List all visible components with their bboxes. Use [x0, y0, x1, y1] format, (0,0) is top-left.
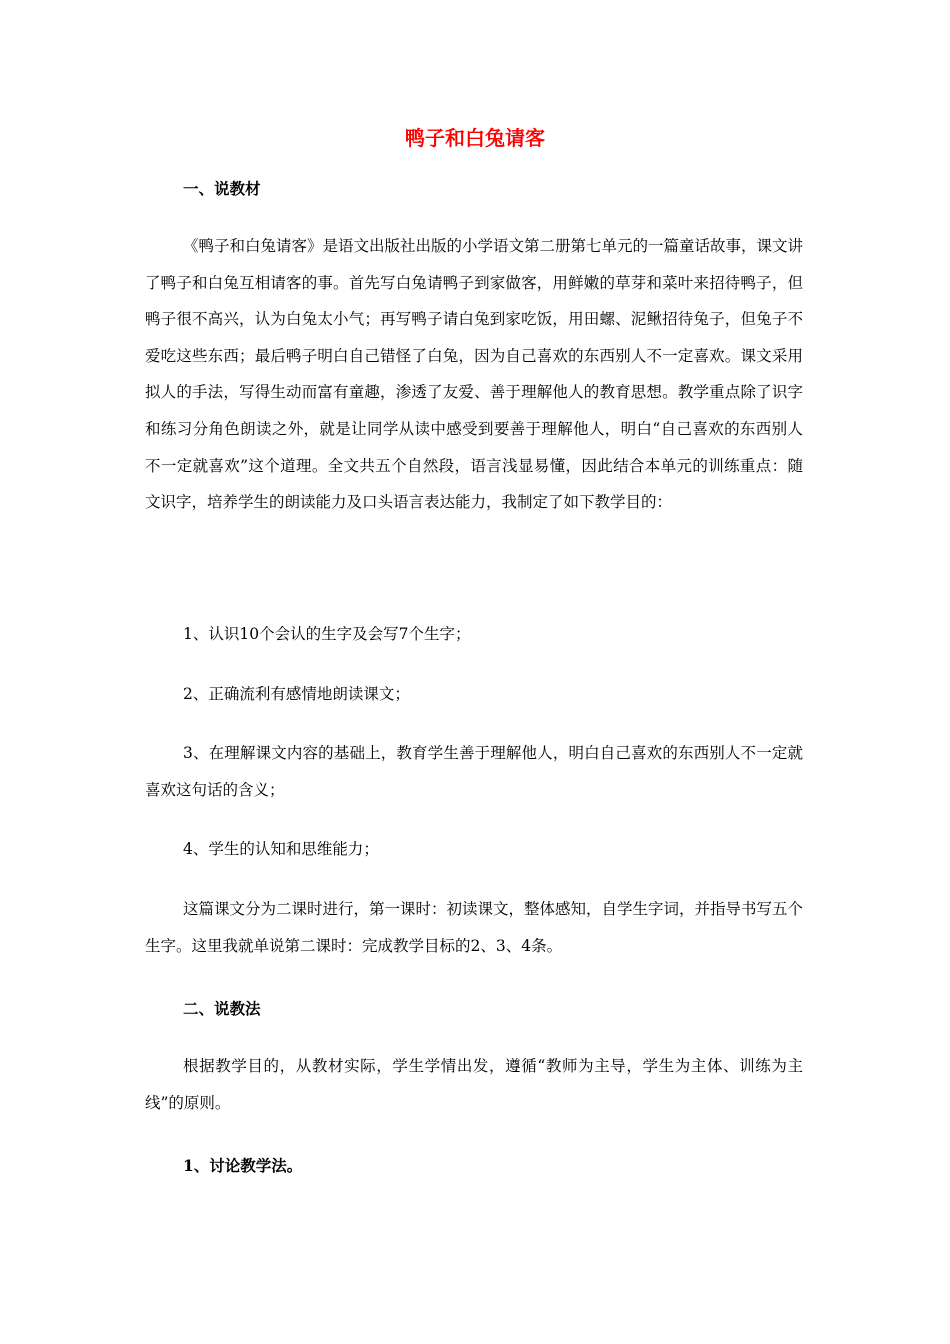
paragraph-teaching-material: 《鸭子和白兔请客》是语文出版社出版的小学语文第二册第七单元的一篇童话故事，课文讲了鸭子和白兔互相请客的事。首先写白兔请鸭子到家做客，用鲜嫩的草芽和菜叶来招待鸭子，但鸭子很不高兴，认为白兔太小气；再写鸭子请白兔到家吃饭，用田螺、泥鳅招待兔子，但兔子不爱吃这些东西；最后鸭子明白自己错怪了白兔，因为自己喜欢的东西别人不一定喜欢。课文采用拟人的手法，写得生动而富有童趣，渗透了友爱、善于理解他人的教育思想。教学重点除了识字和练习分角色朗读之外，就是让同学从读中感受到要善于理解他人，明白“自己喜欢的东西别人不一定就喜欢”这个道理。全文共五个自然段，语言浅显易懂，因此结合本单元的训练重点：随文识字，培养学生的朗读能力及口头语言表达能力，我制定了如下教学目的：: [145, 237, 804, 512]
section-heading-teaching-method: 二、说教法: [183, 999, 261, 1018]
teaching-goal-3: 3、在理解课文内容的基础上，教育学生善于理解他人，明白自己喜欢的东西别人不一定就喜欢这句话的含义；: [145, 744, 803, 799]
paragraph-lesson-plan: 这篇课文分为二课时进行，第一课时：初读课文，整体感知，自学生字词，并指导书写五个生字。这里我就单说第二课时：完成教学目标的2、3、4条。: [145, 900, 804, 955]
document-title: 鸭子和白兔请客: [405, 126, 545, 150]
teaching-goal-2: 2、正确流利有感情地朗读课文；: [183, 685, 410, 703]
paragraph-teaching-method: 根据教学目的，从教材实际，学生学情出发，遵循“教师为主导，学生为主体、训练为主线”的原则。: [145, 1057, 803, 1112]
subheading-discussion-method: 1、讨论教学法。: [183, 1156, 303, 1175]
teaching-goal-1: 1、认识10个会认的生字及会写7个生字；: [183, 625, 471, 643]
teaching-goal-4: 4、学生的认知和思维能力；: [183, 840, 379, 858]
section-heading-teaching-material: 一、说教材: [183, 179, 261, 198]
